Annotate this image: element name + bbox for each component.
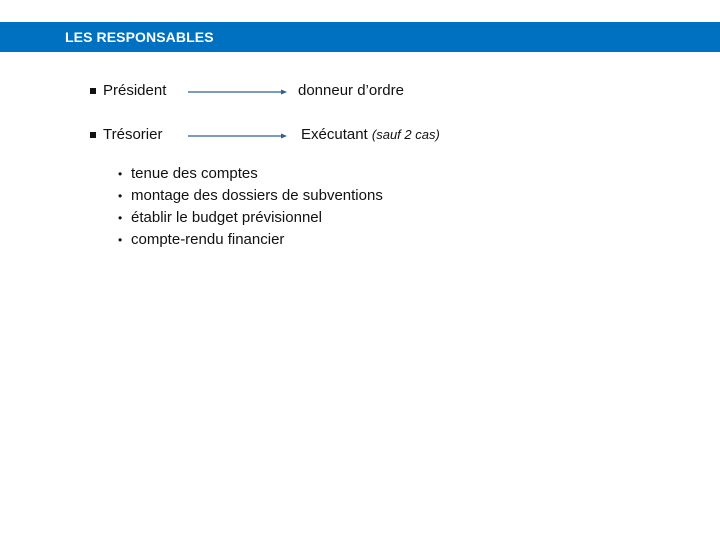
role-row-tresorier — [0, 126, 720, 150]
square-bullet-icon — [90, 132, 96, 138]
list-item-text: tenue des comptes — [131, 165, 258, 182]
bullet-icon: • — [118, 189, 123, 203]
bullet-icon: • — [118, 211, 123, 225]
list-item — [118, 163, 383, 185]
role-duty-text: donneur d’ordre — [298, 82, 404, 99]
bullet-icon: • — [118, 233, 123, 247]
list-item — [118, 229, 383, 251]
bullet-icon: • — [118, 167, 123, 181]
list-item-text: compte-rendu financier — [131, 231, 285, 248]
arrow-right-icon — [188, 128, 288, 144]
list-item — [118, 185, 383, 207]
square-bullet-icon — [90, 88, 96, 94]
arrow-right-icon — [188, 84, 288, 100]
role-name: Trésorier — [103, 126, 163, 143]
header-bar — [0, 22, 720, 52]
list-item-text: établir le budget prévisionnel — [131, 209, 322, 226]
role-duty — [301, 126, 440, 143]
list-item — [118, 207, 383, 229]
role-duty-note: (sauf 2 cas) — [371, 127, 440, 142]
role-name: Président — [103, 82, 167, 99]
slide-title: LES RESPONSABLES — [65, 29, 214, 45]
role-duty — [298, 82, 404, 99]
task-list — [118, 163, 383, 251]
list-item-text: montage des dossiers de subventions — [131, 187, 383, 204]
role-row-president — [0, 82, 720, 106]
role-duty-text: Exécutant — [301, 126, 368, 143]
